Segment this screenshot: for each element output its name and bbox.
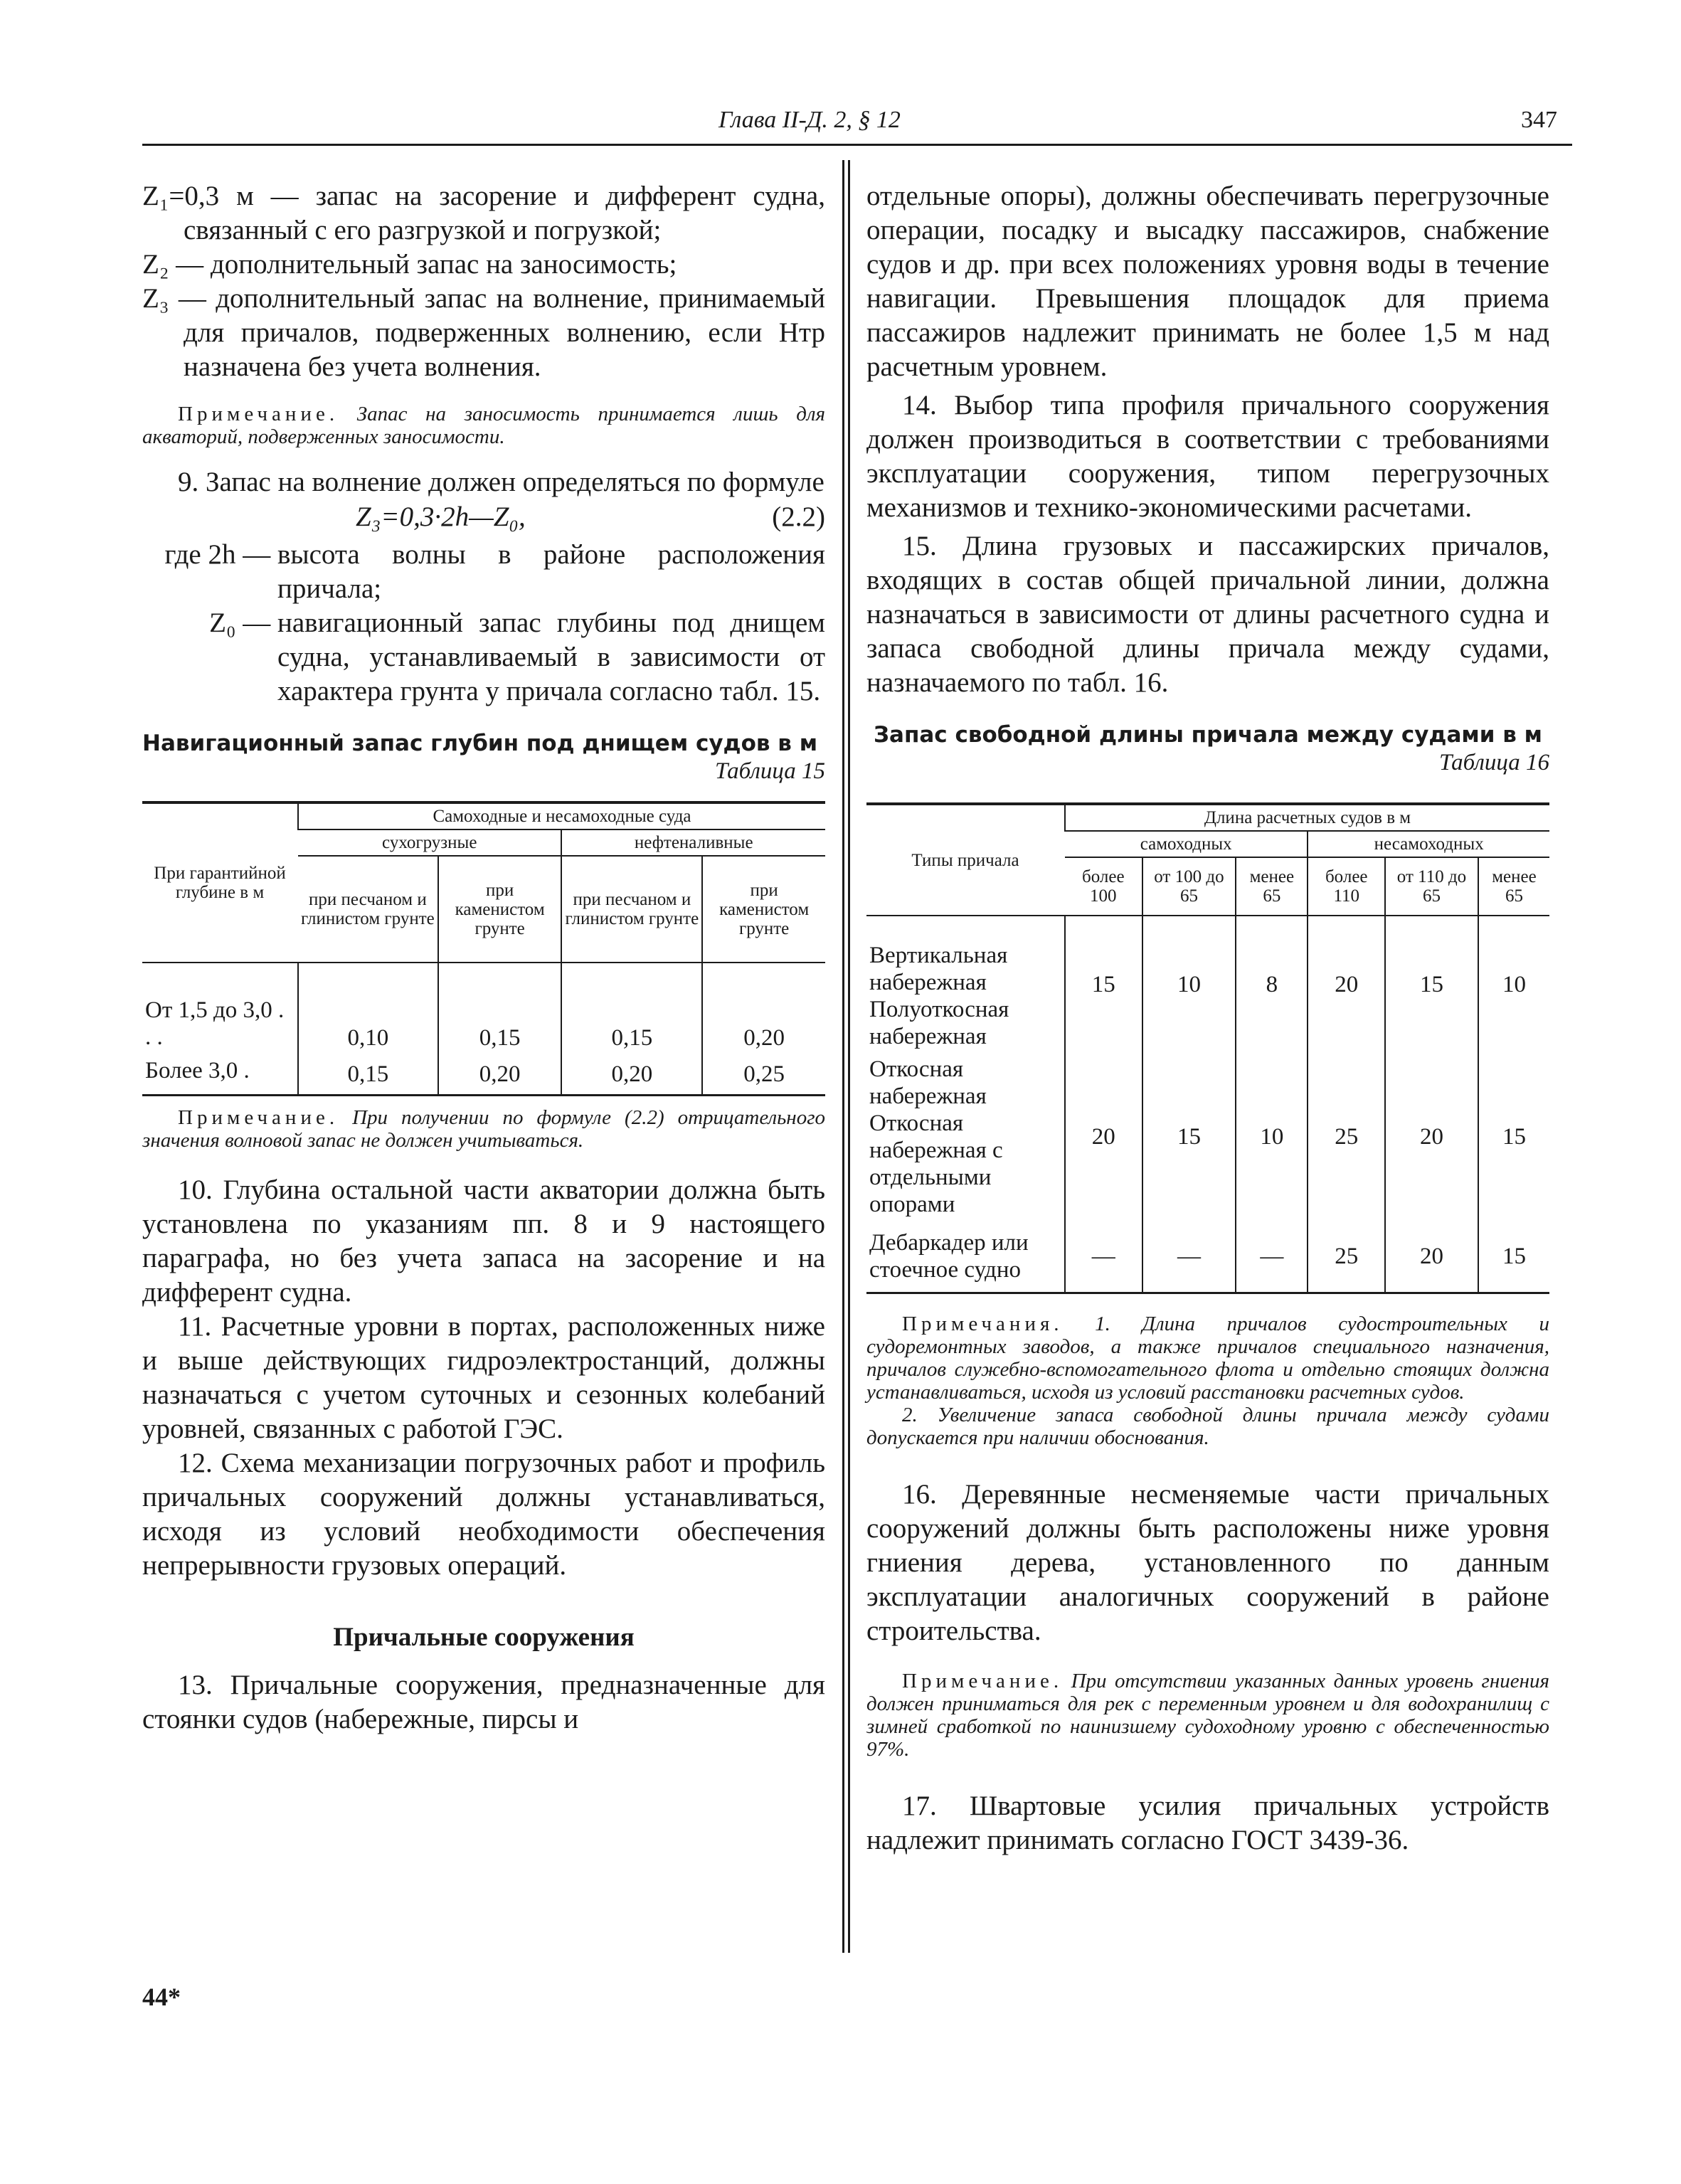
note-label: Примечание. <box>178 403 339 425</box>
where-def: высота волны в районе расположения причала; <box>277 539 825 604</box>
note-text: 2. Увеличение запаса свободной длины причала между судами допускается при наличии обоснования. <box>866 1404 1549 1449</box>
cell: 15 <box>1142 1053 1236 1221</box>
table-bottom-rule <box>142 1094 825 1096</box>
cell: 15 <box>1065 916 1142 1053</box>
cell: 20 <box>1385 1053 1478 1221</box>
cell: 10 <box>1142 916 1236 1053</box>
note-text: Запас на заносимость принимается лишь для акваторий, подверженных заносимости. <box>142 403 826 448</box>
note-text: При отсутствии указанных данных уровень гниения должен приниматься для рек с переменным уровнем и для водохранилищ с зимней сработкой по наинизшему судоходному уровню с обеспеченностью 97%. <box>866 1670 1549 1761</box>
table-16 <box>866 802 1549 1292</box>
table-header: нефтеналивные <box>561 829 825 856</box>
paragraph-9: 9. Запас на волнение должен определяться по формуле <box>178 467 824 497</box>
table-header: при песчаном и глинистом грунте <box>298 856 438 963</box>
paragraph-16: 16. Деревянные несменяемые части причальных сооружений должны быть расположены ниже уровня гниения дерева, установленного по данным эксплуатации аналогичных сооружений в районе строительства. <box>866 1479 1549 1646</box>
note-text: 1. Длина причалов судостроительных и судоремонтных заводов, а также причалов специального назначения, причалов служебно-вспомогательного флота и отдельно стоящих должна устанавливаться, исходя из условий расстановки расчетных судов. <box>866 1313 1550 1404</box>
row-label: Дебаркадер или стоечное судно <box>869 1230 1029 1283</box>
note-label: Примечание. <box>902 1670 1064 1692</box>
paragraph-13-continued: отдельные опоры), должны обеспечивать перегрузочные операции, посадку и высадку пассажиров, снабжение судов и др. при всех положениях уровня воды в течение навигации. Превышения площадок для приема пассажиров надлежит принимать не более 1,5 м над расчетным уровнем. <box>866 181 1549 382</box>
z2-item: Z₂ — дополнительный запас на заносимость; <box>142 249 677 280</box>
cell: 20 <box>1065 1053 1142 1221</box>
table-header: более 110 <box>1308 857 1385 916</box>
paragraph-14: 14. Выбор типа профиля причального сооружения должен производиться в соответствии с требованиями эксплуатации сооружения, типом перегрузочных механизмов и технико-экономическими расчетами. <box>866 390 1549 523</box>
table-header: самоходных <box>1065 831 1308 857</box>
cell: 8 <box>1236 916 1308 1053</box>
notes-table-16 <box>866 1313 1549 1404</box>
header-rule <box>142 144 1572 146</box>
note-text: При получении по формуле (2.2) отрицательного значения волновой запас не должен учитываться. <box>142 1106 826 1152</box>
right-column <box>866 160 1549 1857</box>
cell: 15 <box>1385 916 1478 1053</box>
note-rot-level <box>866 1670 1549 1761</box>
column-divider <box>848 160 850 1953</box>
cell: 15 <box>1478 1053 1549 1221</box>
cell: 0,15 <box>438 963 562 1054</box>
where-term: где 2h — <box>164 539 271 570</box>
z1-item: Z₁=0,3 м — запас на засорение и дифферент судна, связанный с его разгрузкой и погрузкой; <box>142 181 825 245</box>
row-label: Вертикальная набережная Полуоткосная набережная <box>869 943 1009 1049</box>
running-header: Глава II-Д. 2, § 12 <box>718 107 901 133</box>
row-label: Откосная набережная Откосная набережная с отдельными опорами <box>869 1056 1003 1217</box>
table-16-title: Запас свободной длины причала между судами в м <box>874 722 1542 748</box>
cell: 0,20 <box>438 1054 562 1094</box>
table-bottom-rule <box>866 1292 1549 1294</box>
cell: 20 <box>1308 916 1385 1053</box>
table-row <box>866 916 1549 1053</box>
table-header: Длина расчетных судов в м <box>1065 804 1549 831</box>
where-term: Z₀ — <box>209 608 271 638</box>
paragraph-13: 13. Причальные сооружения, предназначенные для стоянки судов (набережные, пирсы и <box>142 1670 825 1734</box>
cell: 0,10 <box>298 963 438 1054</box>
table-row <box>866 1221 1549 1292</box>
table-header: сухогрузные <box>298 829 561 856</box>
row-label: Более 3,0 . <box>145 1058 250 1083</box>
table-header: при каменистом грунте <box>438 856 562 963</box>
column-divider <box>842 160 844 1953</box>
cell: 0,25 <box>702 1054 825 1094</box>
cell: 25 <box>1308 1053 1385 1221</box>
formula-number: (2.2) <box>772 502 825 532</box>
formula-expression: Z₃=0,3·2h—Z₀, <box>356 502 526 532</box>
where-row <box>142 606 825 709</box>
table-16-number: Таблица 16 <box>1439 750 1549 775</box>
table-header: менее 65 <box>1478 857 1549 916</box>
paragraph-10: 10. Глубина остальной части акватории должна быть установлена по указаниям пп. 8 и 9 настоящего параграфа, но без учета запаса на засорение и на дифферент судна. <box>142 1175 825 1308</box>
page-number: 347 <box>1521 107 1557 133</box>
table-header: При гарантийной глубине в м <box>142 802 298 963</box>
note-formula <box>142 1106 825 1152</box>
paragraph-17: 17. Швартовые усилия причальных устройств надлежит принимать согласно ГОСТ 3439-36. <box>866 1791 1549 1855</box>
paragraph-12: 12. Схема механизации погрузочных работ и профиль причальных сооружений должны устанавливаться, исходя из условий необходимости обеспечения непрерывности грузовых операций. <box>142 1448 825 1581</box>
cell: 10 <box>1478 916 1549 1053</box>
table-15-number: Таблица 15 <box>715 758 825 784</box>
cell: 25 <box>1308 1221 1385 1292</box>
table-header: несамоходных <box>1308 831 1549 857</box>
section-heading: Причальные сооружения <box>333 1623 635 1652</box>
table-header: при каменистом грунте <box>702 856 825 963</box>
cell: 0,15 <box>298 1054 438 1094</box>
note-label: Примечание. <box>178 1106 339 1129</box>
cell: 0,15 <box>561 963 702 1054</box>
formula-2-2 <box>142 499 825 538</box>
table-header: при песчаном и глинистом грунте <box>561 856 702 963</box>
cell: 0,20 <box>561 1054 702 1094</box>
table-15-title: Навигационный запас глубин под днищем судов в м <box>142 731 818 756</box>
table-header: менее 65 <box>1236 857 1308 916</box>
where-list <box>142 538 825 709</box>
row-label: От 1,5 до 3,0 . . . <box>145 997 285 1050</box>
table-row <box>142 1054 825 1094</box>
note-siltation <box>142 403 825 448</box>
cell: 10 <box>1236 1053 1308 1221</box>
cell: 15 <box>1478 1221 1549 1292</box>
where-row <box>142 538 825 606</box>
z3-item: Z₃ — дополнительный запас на волнение, принимаемый для причалов, подверженных волнению, если Hтр назначена без учета волнения. <box>142 283 825 382</box>
left-column <box>142 179 825 1737</box>
table-15 <box>142 801 825 1094</box>
paragraph-15: 15. Длина грузовых и пассажирских причалов, входящих в состав общей причальной линии, должна назначаться в зависимости от длины расчетного судна и запаса свободной длины причала между судами, назначаемого по табл. 16. <box>866 531 1549 698</box>
cell: 20 <box>1385 1221 1478 1292</box>
cell: 0,20 <box>702 963 825 1054</box>
table-header: более 100 <box>1065 857 1142 916</box>
signature-mark: 44* <box>142 1983 181 2011</box>
note-label: Примечания. <box>902 1313 1064 1335</box>
table-header: от 100 до 65 <box>1142 857 1236 916</box>
cell: — <box>1065 1221 1142 1292</box>
cell: — <box>1142 1221 1236 1292</box>
table-header: от 110 до 65 <box>1385 857 1478 916</box>
paragraph-11: 11. Расчетные уровни в портах, расположенных ниже и выше действующих гидроэлектростанций, должны назначаться с учетом суточных и сезонных колебаний уровней, связанных с работой ГЭС. <box>142 1311 825 1444</box>
cell: — <box>1236 1221 1308 1292</box>
table-header: Типы причала <box>866 804 1065 916</box>
table-row <box>866 1053 1549 1221</box>
table-row <box>142 963 825 1054</box>
table-header: Самоходные и несамоходные суда <box>298 802 825 829</box>
where-def: навигационный запас глубины под днищем судна, устанавливаемый в зависимости от характера грунта у причала согласно табл. 15. <box>277 608 825 706</box>
